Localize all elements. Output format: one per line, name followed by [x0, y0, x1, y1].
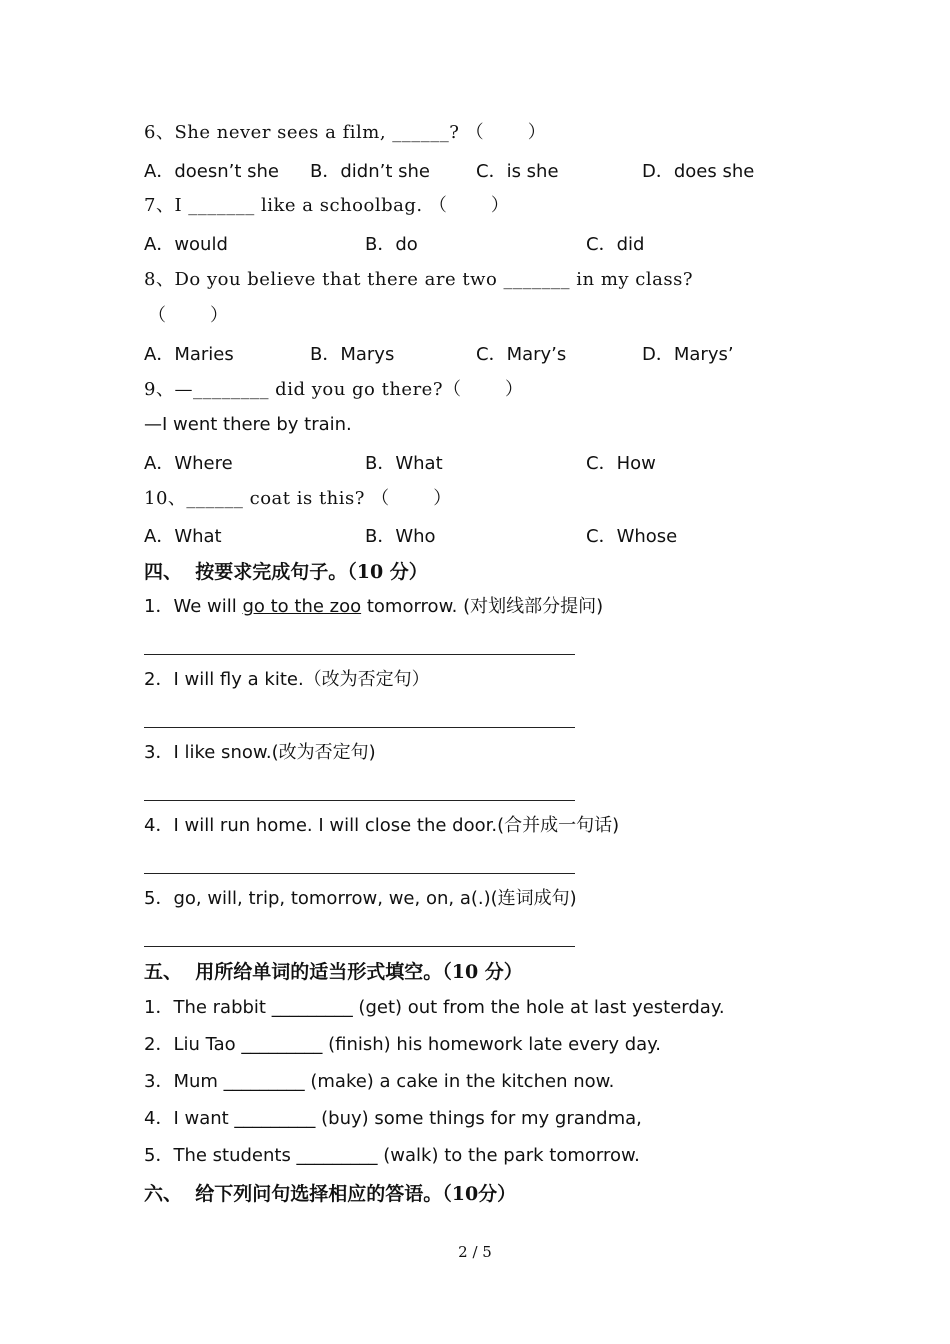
s4-answer-line-1[interactable]: [144, 654, 575, 655]
q8-stem-bracket: （ ）: [148, 305, 229, 326]
s4-item-2: 2．I will fly a kite.（改为否定句）: [144, 669, 430, 690]
q7-option-c[interactable]: C．did: [586, 234, 645, 255]
q8-stem: 8、Do you believe that there are two _______ in my class?: [144, 269, 693, 290]
q8-option-c[interactable]: C．Mary’s: [476, 344, 567, 365]
q6-option-a[interactable]: A．doesn’t she: [144, 161, 279, 182]
q7-option-a[interactable]: A．would: [144, 234, 228, 255]
s4-answer-line-2[interactable]: [144, 727, 575, 728]
s4-item-3: 3．I like snow.(改为否定句): [144, 742, 376, 763]
s4-item-1-suffix: tomorrow. (对划线部分提问): [361, 596, 604, 617]
q8-option-a[interactable]: A．Maries: [144, 344, 234, 365]
q10-option-c[interactable]: C．Whose: [586, 526, 678, 547]
q9-option-b[interactable]: B．What: [365, 453, 443, 474]
q10-stem: 10、______ coat is this? （ ）: [144, 488, 452, 509]
s4-item-1-underlined: go to the zoo: [242, 596, 362, 617]
s4-item-1: [144, 595, 603, 619]
s5-item-2: 2．Liu Tao _________ (finish) his homework late every day.: [144, 1034, 661, 1055]
q8-option-d[interactable]: D．Marys’: [642, 344, 734, 365]
q8-option-b[interactable]: B．Marys: [310, 344, 395, 365]
s5-item-4: 4．I want _________ (buy) some things for my grandma,: [144, 1108, 642, 1129]
s4-answer-line-3[interactable]: [144, 800, 575, 801]
s4-answer-line-5[interactable]: [144, 946, 575, 947]
q9-reply: —I went there by train.: [144, 414, 352, 435]
s4-item-4: 4．I will run home. I will close the door.(合并成一句话): [144, 815, 620, 836]
section4-heading: 四、 按要求完成句子。（10 分）: [144, 561, 428, 583]
q9-option-c[interactable]: C．How: [586, 453, 656, 474]
s4-answer-line-4[interactable]: [144, 873, 575, 874]
s5-item-1: 1．The rabbit _________ (get) out from the hole at last yesterday.: [144, 997, 725, 1018]
q6-stem: 6、She never sees a film, ______? （ ）: [144, 122, 547, 143]
section6-heading: 六、 给下列问句选择相应的答语。（10分）: [144, 1183, 517, 1205]
q9-option-a[interactable]: A．Where: [144, 453, 233, 474]
page-number: 2 / 5: [458, 1243, 492, 1261]
q10-option-a[interactable]: A．What: [144, 526, 222, 547]
q6-option-c[interactable]: C．is she: [476, 161, 559, 182]
q6-option-d[interactable]: D．does she: [642, 161, 755, 182]
s4-item-5: 5．go, will, trip, tomorrow, we, on, a(.)(连词成句): [144, 888, 577, 909]
q9-stem: 9、—________ did you go there?（ ）: [144, 379, 524, 400]
q7-stem: 7、I _______ like a schoolbag. （ ）: [144, 195, 510, 216]
q7-option-b[interactable]: B．do: [365, 234, 418, 255]
s5-item-3: 3．Mum _________ (make) a cake in the kitchen now.: [144, 1071, 615, 1092]
s5-item-5: 5．The students _________ (walk) to the park tomorrow.: [144, 1145, 640, 1166]
section5-heading: 五、 用所给单词的适当形式填空。（10 分）: [144, 961, 523, 983]
s4-item-1-prefix: 1．We will: [144, 596, 243, 617]
q10-option-b[interactable]: B．Who: [365, 526, 436, 547]
q6-option-b[interactable]: B．didn’t she: [310, 161, 430, 182]
